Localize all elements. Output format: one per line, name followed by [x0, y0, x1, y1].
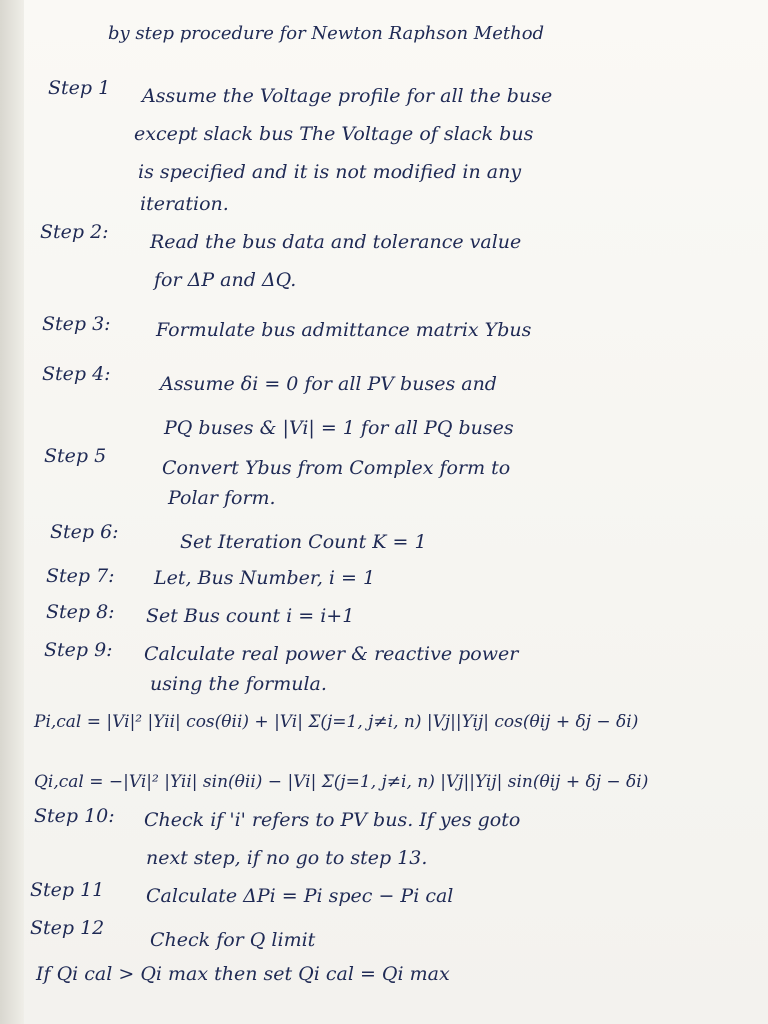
- step-12-label: Step 12: [30, 917, 105, 939]
- step-11-label: Step 11: [30, 879, 105, 901]
- step-10-line-1: Check if 'i' refers to PV bus. If yes goto: [144, 809, 521, 831]
- step-4-line-2: PQ buses & |Vi| = 1 for all PQ buses: [164, 417, 514, 439]
- page-title: by step procedure for Newton Raphson Method: [108, 23, 545, 44]
- step-6-line-1: Set Iteration Count K = 1: [180, 531, 427, 553]
- step-1-line-3: is specified and it is not modified in any: [138, 161, 522, 183]
- step-1-line-1: Assume the Voltage profile for all the buse: [142, 85, 553, 107]
- step-10-label: Step 10:: [34, 805, 115, 827]
- step-2-label: Step 2:: [40, 221, 109, 243]
- page-margin-shadow: [0, 0, 24, 1024]
- reactive-power-formula: Qi,cal = −|Vi|² |Yii| sin(θii) − |Vi| Σ(j=1, j≠i, n) |Vj||Yij| sin(θij + δj − δi): [34, 772, 649, 792]
- step-10-line-2: next step, if no go to step 13.: [146, 847, 428, 869]
- step-2-line-1: Read the bus data and tolerance value: [150, 231, 522, 253]
- step-5-label: Step 5: [44, 445, 107, 467]
- step-7-line-1: Let, Bus Number, i = 1: [154, 567, 376, 589]
- q-limit-condition: If Qi cal > Qi max then set Qi cal = Qi max: [36, 963, 450, 985]
- step-9-line-1: Calculate real power & reactive power: [144, 643, 519, 665]
- step-6-label: Step 6:: [50, 521, 119, 543]
- step-8-label: Step 8:: [46, 601, 115, 623]
- step-5-line-2: Polar form.: [168, 487, 276, 509]
- step-9-line-2: using the formula.: [150, 673, 327, 695]
- step-11-line-1: Calculate ΔPi = Pi spec − Pi cal: [146, 885, 454, 907]
- step-1-label: Step 1: [48, 77, 111, 99]
- step-5-line-1: Convert Ybus from Complex form to: [162, 457, 511, 479]
- step-2-line-2: for ΔP and ΔQ.: [154, 269, 297, 291]
- step-3-label: Step 3:: [42, 313, 111, 335]
- step-8-line-1: Set Bus count i = i+1: [146, 605, 355, 627]
- step-9-label: Step 9:: [44, 639, 113, 661]
- step-1-line-4: iteration.: [140, 193, 229, 215]
- real-power-formula: Pi,cal = |Vi|² |Yii| cos(θii) + |Vi| Σ(j=1, j≠i, n) |Vj||Yij| cos(θij + δj − δi): [34, 712, 639, 732]
- step-4-label: Step 4:: [42, 363, 111, 385]
- step-4-line-1: Assume δi = 0 for all PV buses and: [160, 373, 497, 395]
- step-3-line-1: Formulate bus admittance matrix Ybus: [156, 319, 532, 341]
- step-7-label: Step 7:: [46, 565, 115, 587]
- step-1-line-2: except slack bus The Voltage of slack bus: [134, 123, 534, 145]
- step-12-line-1: Check for Q limit: [150, 929, 316, 951]
